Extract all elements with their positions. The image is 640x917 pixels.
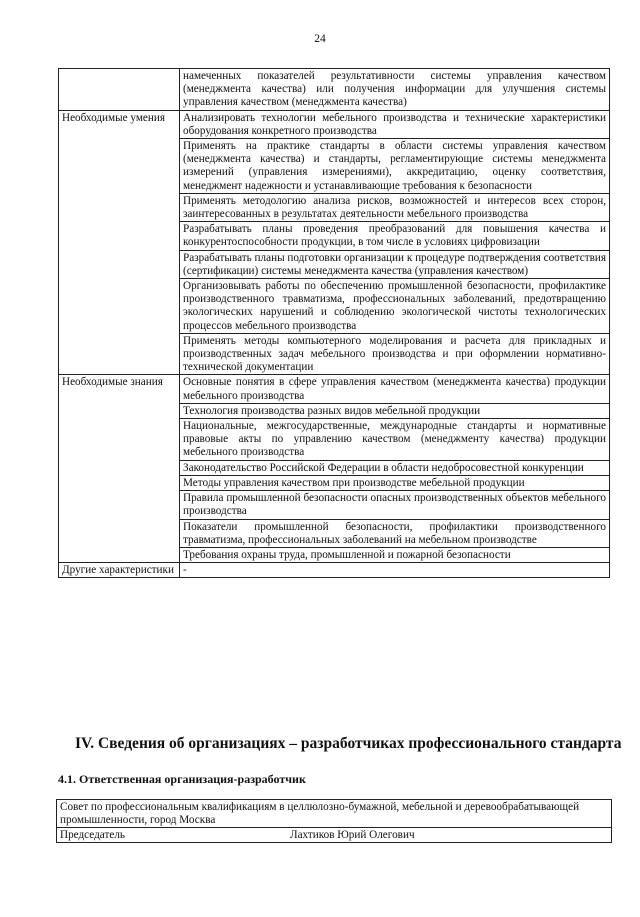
subsection-title: 4.1. Ответственная организация-разработчик (58, 772, 306, 786)
organization-chair-row (57, 828, 612, 843)
row-item-text: Основные понятия в сфере управления качеством (менеджмента качества) продукции мебельного производства (180, 375, 610, 403)
row-item-text: Показатели промышленной безопасности, профилактики производственного травматизма, профессиональных заболеваний на мебельном производстве (180, 519, 610, 547)
row-item-text: Правила промышленной безопасности опасных производственных объектов мебельного производства (180, 491, 610, 519)
row-label: Необходимые знания (59, 375, 180, 563)
row-item-text: Национальные, межгосударственные, международные стандарты и нормативные правовые акты по управлению качеством (менеджменту качества) продукции мебельного производства (180, 419, 610, 461)
row-item-text: Анализировать технологии мебельного производства и технические характеристики оборудования конкретного производства (180, 110, 610, 138)
organization-table (56, 799, 612, 843)
table-row (59, 563, 610, 578)
organization-chair-cell (57, 828, 612, 843)
row-item-text: Разрабатывать планы подготовки организации к процедуре подтверждения соответствия (сертификации) системы менеджмента качества (управления качеством) (180, 250, 610, 278)
chair-role: Председатель (60, 829, 126, 842)
requirements-table-body (59, 69, 610, 578)
row-label: Другие характеристики (59, 563, 180, 578)
row-item-text: Применять на практике стандарты в области системы управления качеством (менеджмента качества) и стандарты, регламентирующие системы менеджмента измерений (управления измерениями), аккредитацию, оценку соответствия, менеджмент надежности и устанавливающие требования к безопасности (180, 139, 610, 194)
page-number: 24 (314, 33, 326, 45)
chair-person: Лахтиков Юрий Олегович (290, 829, 415, 842)
row-item-text: - (180, 563, 610, 578)
organization-name: Совет по профессиональным квалификациям в целлюлозно-бумажной, мебельной и деревообрабатывающей промышленности, город Москва (57, 800, 612, 828)
row-item-text: Применять методы компьютерного моделирования и расчета для прикладных и производственных задач мебельного производства и при оформлении нормативно-технической документации (180, 333, 610, 375)
row-item-text: намеченных показателей результативности системы управления качеством (менеджмента качества) или получения информации для улучшения системы управления качеством (менеджмента качества) (180, 69, 610, 111)
section-title: IV. Сведения об организациях – разработчиках профессионального стандарта (75, 735, 622, 752)
organization-chair (60, 829, 608, 842)
organization-name-row (57, 800, 612, 828)
table-row (59, 110, 610, 138)
row-label: Необходимые умения (59, 110, 180, 375)
table-row (59, 69, 610, 111)
row-item-text: Технология производства разных видов мебельной продукции (180, 403, 610, 418)
row-label (59, 69, 180, 111)
row-item-text: Законодательство Российской Федерации в области недобросовестной конкуренции (180, 460, 610, 475)
row-item-text: Требования охраны труда, промышленной и пожарной безопасности (180, 547, 610, 562)
table-row (59, 375, 610, 403)
row-item-text: Методы управления качеством при производстве мебельной продукции (180, 475, 610, 490)
row-item-text: Разрабатывать планы проведения преобразований для повышения качества и конкурентоспособности продукции, в том числе в условиях цифровизации (180, 222, 610, 250)
requirements-table (58, 68, 610, 578)
row-item-text: Применять методологию анализа рисков, возможностей и интересов всех сторон, заинтересованных в результатах деятельности мебельного производства (180, 193, 610, 221)
row-item-text: Организовывать работы по обеспечению промышленной безопасности, профилактике производственного травматизма, профессиональных заболеваний, предотвращению экологических нарушений и соблюдению экологической чистоты технологических процессов мебельного производства (180, 279, 610, 334)
